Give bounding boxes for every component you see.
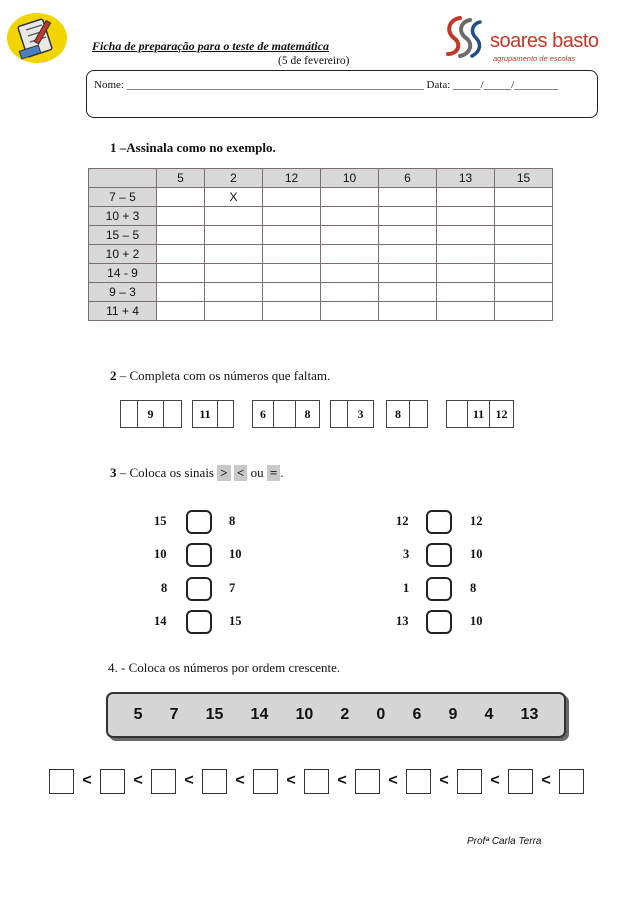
answer-cell[interactable] [379, 245, 437, 264]
number-sequence [386, 400, 428, 428]
answer-cell[interactable] [379, 302, 437, 321]
row-label: 10 + 2 [89, 245, 157, 264]
answer-cell[interactable] [379, 207, 437, 226]
compare-left-number: 10 [154, 547, 167, 561]
answer-cell[interactable] [437, 188, 495, 207]
answer-cell[interactable] [437, 302, 495, 321]
number-to-order: 5 [133, 706, 143, 723]
exercise-1-table [88, 168, 553, 321]
sign-answer-box[interactable] [426, 510, 452, 534]
column-header: 2 [205, 169, 263, 188]
answer-cell[interactable] [321, 188, 379, 207]
number-to-order: 2 [340, 706, 350, 723]
sign-answer-box[interactable] [426, 543, 452, 567]
answer-cell[interactable] [157, 207, 205, 226]
exercise-3-number: 3 [110, 465, 117, 480]
sign-answer-box[interactable] [186, 577, 212, 601]
number-to-order: 4 [484, 706, 494, 723]
or-text: ou [247, 465, 267, 480]
answer-cell[interactable] [205, 226, 263, 245]
answer-cell[interactable] [263, 302, 321, 321]
table-row [89, 207, 553, 226]
given-number-box: 8 [386, 400, 410, 428]
heading-end: . [280, 465, 284, 480]
date-label: Data: [426, 79, 451, 91]
answer-cell[interactable] [321, 245, 379, 264]
answer-cell[interactable] [205, 283, 263, 302]
number-to-order: 6 [412, 706, 422, 723]
compare-right-number: 7 [229, 581, 236, 595]
answer-cell[interactable] [263, 207, 321, 226]
compare-left-number: 12 [396, 514, 409, 528]
compare-right-number: 12 [470, 514, 483, 528]
column-header: 12 [263, 169, 321, 188]
less-than-sign: < [184, 772, 194, 789]
answer-cell[interactable] [205, 207, 263, 226]
less-than-sign: < [286, 772, 296, 789]
sign-answer-box[interactable] [426, 610, 452, 634]
table-row [89, 302, 553, 321]
less-than-sign: < [235, 772, 245, 789]
answer-cell[interactable] [205, 302, 263, 321]
exercise-4-heading: 4. - Coloca os números por ordem crescente. [108, 660, 341, 675]
given-number-box: 6 [252, 400, 274, 428]
ordered-answer-box[interactable] [406, 769, 431, 794]
answer-cell[interactable] [495, 283, 553, 302]
answer-cell[interactable] [205, 264, 263, 283]
ordered-answer-box[interactable] [457, 769, 482, 794]
missing-number-box[interactable] [274, 400, 296, 428]
teacher-signature: Profª Carla Terra [467, 836, 542, 847]
compare-right-number: 15 [229, 614, 242, 628]
number-sequence [252, 400, 320, 428]
answer-cell[interactable] [437, 226, 495, 245]
compare-right-number: 10 [470, 547, 483, 561]
ordered-answer-box[interactable] [49, 769, 74, 794]
given-number-box: 9 [138, 400, 164, 428]
ordered-answer-box[interactable] [304, 769, 329, 794]
sign-greater: > [217, 465, 230, 481]
less-than-sign: < [337, 772, 347, 789]
compare-right-number: 8 [470, 581, 477, 595]
compare-left-number: 14 [154, 614, 167, 628]
worksheet-logo-icon [6, 10, 68, 64]
worksheet-date-note: (5 de fevereiro) [278, 55, 350, 67]
row-label: 11 + 4 [89, 302, 157, 321]
column-header: 15 [495, 169, 553, 188]
ordered-answer-box[interactable] [100, 769, 125, 794]
number-sequence [330, 400, 374, 428]
answer-cell[interactable] [437, 264, 495, 283]
less-than-sign: < [388, 772, 398, 789]
given-number-box: 11 [192, 400, 218, 428]
table-row [89, 245, 553, 264]
answer-cell[interactable] [379, 283, 437, 302]
column-header: 10 [321, 169, 379, 188]
number-to-order: 14 [250, 706, 269, 723]
ordered-answer-box[interactable] [355, 769, 380, 794]
missing-number-box[interactable] [120, 400, 138, 428]
table-corner [89, 169, 157, 188]
less-than-sign: < [133, 772, 143, 789]
missing-number-box[interactable] [330, 400, 348, 428]
numbers-to-order-bar [106, 692, 566, 738]
less-than-sign: < [439, 772, 449, 789]
given-number-box: 12 [490, 400, 514, 428]
given-number-box: 11 [468, 400, 490, 428]
sign-less: < [234, 465, 247, 481]
answer-cell[interactable] [379, 226, 437, 245]
name-label: Nome: [94, 79, 124, 91]
less-than-sign: < [541, 772, 551, 789]
ordered-answer-box[interactable] [508, 769, 533, 794]
answer-cell[interactable] [437, 207, 495, 226]
exercise-2-text: – Completa com os números que faltam. [116, 368, 331, 383]
school-brand-tagline: agrupamento de escolas [493, 54, 576, 63]
answer-cell[interactable] [321, 207, 379, 226]
missing-number-box[interactable] [446, 400, 468, 428]
student-info-box [86, 70, 598, 118]
answer-cell[interactable] [205, 245, 263, 264]
number-to-order: 7 [169, 706, 179, 723]
ordered-answer-box[interactable] [202, 769, 227, 794]
answer-cell[interactable] [495, 188, 553, 207]
name-field[interactable]: ______________________________________________________ [126, 79, 424, 91]
answer-cell[interactable] [157, 283, 205, 302]
given-number-box: 8 [296, 400, 320, 428]
table-row [89, 226, 553, 245]
answer-cell[interactable] [379, 264, 437, 283]
ordered-answer-box[interactable] [151, 769, 176, 794]
date-field[interactable]: _____/_____/________ [453, 79, 559, 91]
answer-cell[interactable] [263, 283, 321, 302]
compare-left-number: 1 [403, 581, 410, 595]
ordered-answer-box[interactable] [253, 769, 278, 794]
answer-cell[interactable] [263, 226, 321, 245]
ordered-answer-box[interactable] [559, 769, 584, 794]
answer-cell[interactable] [495, 264, 553, 283]
column-header: 5 [157, 169, 205, 188]
row-label: 9 – 3 [89, 283, 157, 302]
answer-cell[interactable] [263, 188, 321, 207]
table-row [89, 188, 553, 207]
answer-cell[interactable] [157, 302, 205, 321]
number-to-order: 0 [376, 706, 386, 723]
answer-cell[interactable] [157, 226, 205, 245]
less-than-sign: < [490, 772, 500, 789]
number-sequence [120, 400, 182, 428]
exercise-2-heading [110, 368, 330, 384]
row-label: 14 - 9 [89, 264, 157, 283]
compare-right-number: 8 [229, 514, 236, 528]
answer-cell[interactable] [321, 264, 379, 283]
sign-answer-box[interactable] [186, 610, 212, 634]
answer-cell[interactable] [437, 283, 495, 302]
sign-answer-box[interactable] [426, 577, 452, 601]
answer-cell[interactable] [379, 188, 437, 207]
answer-cell[interactable] [157, 264, 205, 283]
missing-number-box[interactable] [410, 400, 428, 428]
table-row [89, 264, 553, 283]
compare-left-number: 15 [154, 514, 167, 528]
exercise-3-text: – Coloca os sinais [116, 465, 218, 480]
exercise-2-number: 2 [110, 368, 117, 383]
answer-cell[interactable] [321, 226, 379, 245]
compare-left-number: 3 [403, 547, 410, 561]
less-than-sign: < [82, 772, 92, 789]
compare-left-number: 8 [161, 581, 168, 595]
exercise-1-heading: 1 –Assinala como no exemplo. [110, 140, 276, 155]
answer-cell[interactable]: X [205, 188, 263, 207]
row-label: 15 – 5 [89, 226, 157, 245]
school-brand-icon [440, 14, 488, 58]
table-row [89, 283, 553, 302]
column-header: 6 [379, 169, 437, 188]
sign-answer-box[interactable] [186, 510, 212, 534]
answer-cell[interactable] [495, 226, 553, 245]
number-to-order: 15 [205, 706, 224, 723]
sign-answer-box[interactable] [186, 543, 212, 567]
answer-cell[interactable] [321, 283, 379, 302]
ordering-answer-row [49, 768, 589, 794]
answer-cell[interactable] [495, 245, 553, 264]
answer-cell[interactable] [495, 207, 553, 226]
exercise-3-heading [110, 465, 284, 481]
missing-number-box[interactable] [164, 400, 182, 428]
row-label: 7 – 5 [89, 188, 157, 207]
student-info-line [94, 79, 558, 91]
compare-right-number: 10 [229, 547, 242, 561]
answer-cell[interactable] [321, 302, 379, 321]
answer-cell[interactable] [263, 264, 321, 283]
number-sequence [446, 400, 514, 428]
answer-cell[interactable] [157, 245, 205, 264]
sign-equal: = [267, 465, 280, 481]
answer-cell[interactable] [495, 302, 553, 321]
row-label: 10 + 3 [89, 207, 157, 226]
answer-cell[interactable] [437, 245, 495, 264]
worksheet-title: Ficha de preparação para o teste de matemática [92, 39, 329, 53]
compare-right-number: 10 [470, 614, 483, 628]
column-header: 13 [437, 169, 495, 188]
answer-cell[interactable] [157, 188, 205, 207]
number-to-order: 13 [520, 706, 539, 723]
compare-left-number: 13 [396, 614, 409, 628]
number-to-order: 9 [448, 706, 458, 723]
school-brand-name: soares basto [490, 30, 599, 52]
number-to-order: 10 [295, 706, 314, 723]
number-sequence [192, 400, 234, 428]
answer-cell[interactable] [263, 245, 321, 264]
given-number-box: 3 [348, 400, 374, 428]
missing-number-box[interactable] [218, 400, 234, 428]
